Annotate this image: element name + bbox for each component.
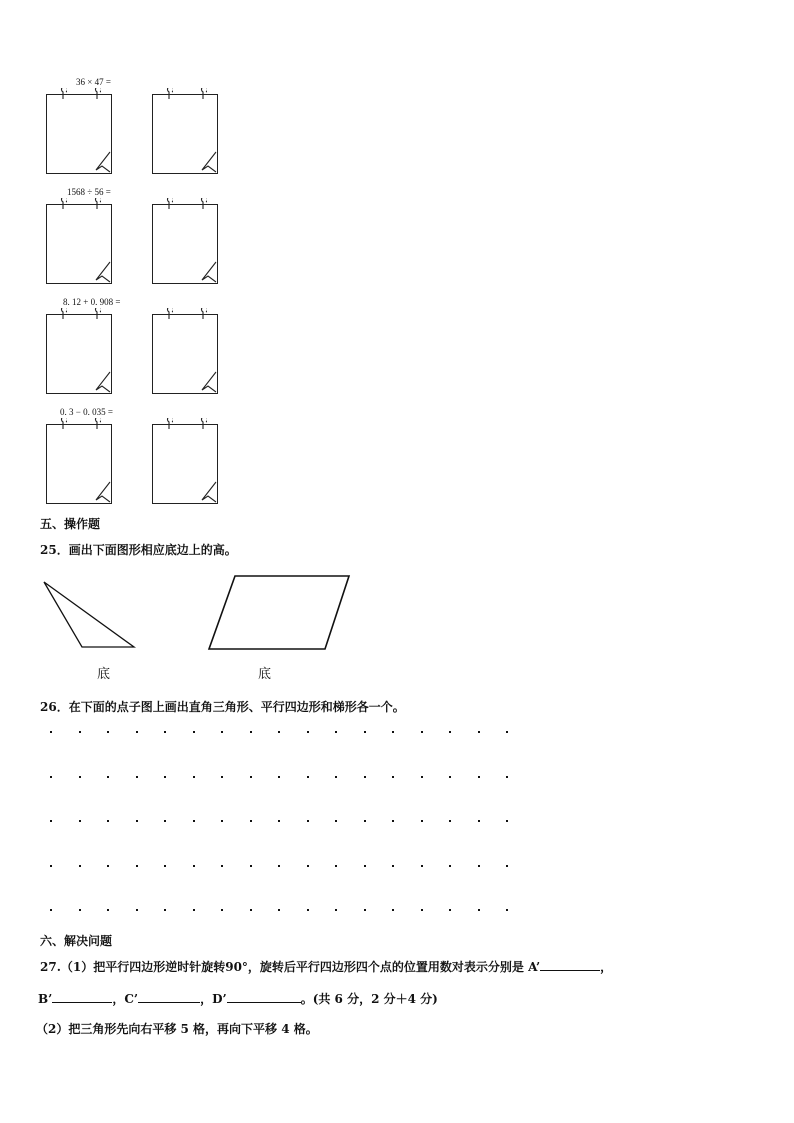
spiral-ring-icon bbox=[93, 308, 101, 320]
grid-dot[interactable] bbox=[193, 776, 195, 778]
calc-pad-left bbox=[46, 424, 112, 504]
grid-dot[interactable] bbox=[221, 909, 223, 911]
grid-dot[interactable] bbox=[449, 909, 451, 911]
spiral-ring-icon bbox=[93, 418, 101, 430]
grid-dot[interactable] bbox=[50, 776, 52, 778]
grid-dot[interactable] bbox=[335, 776, 337, 778]
question-25-text: 25．画出下面图形相应底边上的高。 bbox=[40, 543, 237, 557]
calc-expression: 0. 3 − 0. 035 = bbox=[60, 407, 113, 417]
grid-dot[interactable] bbox=[421, 820, 423, 822]
grid-dot[interactable] bbox=[107, 776, 109, 778]
page-curl-icon bbox=[199, 151, 217, 173]
grid-dot[interactable] bbox=[79, 820, 81, 822]
question-27-text: 27.（1）把平行四边形逆时针旋转90°，旋转后平行四边形四个点的位置用数对表示分别是 A’ bbox=[40, 960, 541, 974]
grid-dot[interactable] bbox=[478, 776, 480, 778]
grid-dot[interactable] bbox=[221, 776, 223, 778]
answer-blank-d[interactable] bbox=[227, 991, 301, 1003]
grid-dot[interactable] bbox=[164, 731, 166, 733]
grid-dot[interactable] bbox=[164, 865, 166, 867]
grid-dot[interactable] bbox=[79, 909, 81, 911]
parallelogram-shape bbox=[209, 576, 349, 649]
grid-dot[interactable] bbox=[193, 820, 195, 822]
section-heading-6: 六、解决问题 bbox=[40, 934, 113, 948]
grid-dot[interactable] bbox=[79, 865, 81, 867]
section-heading-5: 五、操作题 bbox=[40, 517, 101, 531]
grid-dot[interactable] bbox=[364, 865, 366, 867]
spiral-ring-icon bbox=[165, 418, 173, 430]
label-b: B’ bbox=[38, 992, 53, 1006]
grid-dot[interactable] bbox=[506, 865, 508, 867]
grid-dot[interactable] bbox=[335, 865, 337, 867]
grid-dot[interactable] bbox=[250, 865, 252, 867]
grid-dot[interactable] bbox=[193, 909, 195, 911]
spiral-ring-icon bbox=[165, 198, 173, 210]
page-curl-icon bbox=[93, 481, 111, 503]
answer-blank-b[interactable] bbox=[52, 991, 112, 1003]
grid-dot[interactable] bbox=[250, 909, 252, 911]
grid-dot[interactable] bbox=[449, 776, 451, 778]
grid-dot[interactable] bbox=[221, 820, 223, 822]
page-curl-icon bbox=[93, 371, 111, 393]
grid-dot[interactable] bbox=[421, 776, 423, 778]
grid-dot[interactable] bbox=[107, 909, 109, 911]
calc-pad-left bbox=[46, 314, 112, 394]
page-curl-icon bbox=[199, 481, 217, 503]
grid-dot[interactable] bbox=[193, 865, 195, 867]
grid-dot[interactable] bbox=[392, 731, 394, 733]
answer-blank-a[interactable] bbox=[540, 959, 600, 971]
grid-dot[interactable] bbox=[449, 820, 451, 822]
spiral-ring-icon bbox=[59, 308, 67, 320]
spiral-ring-icon bbox=[59, 418, 67, 430]
label-c: C’ bbox=[124, 992, 139, 1006]
spiral-ring-icon bbox=[93, 198, 101, 210]
grid-dot[interactable] bbox=[107, 865, 109, 867]
parallelogram-base-label: 底 bbox=[258, 667, 272, 682]
grid-dot[interactable] bbox=[506, 776, 508, 778]
grid-dot[interactable] bbox=[421, 865, 423, 867]
page-curl-icon bbox=[199, 371, 217, 393]
grid-dot[interactable] bbox=[250, 820, 252, 822]
calc-pad-right bbox=[152, 204, 218, 284]
grid-dot[interactable] bbox=[335, 731, 337, 733]
spiral-ring-icon bbox=[165, 308, 173, 320]
grid-dot[interactable] bbox=[478, 731, 480, 733]
grid-dot[interactable] bbox=[278, 909, 280, 911]
grid-dot[interactable] bbox=[335, 909, 337, 911]
grid-dot[interactable] bbox=[136, 909, 138, 911]
score-note: 。(共 6 分，2 分＋4 分) bbox=[300, 992, 438, 1006]
grid-dot[interactable] bbox=[449, 731, 451, 733]
spiral-ring-icon bbox=[93, 88, 101, 100]
grid-dot[interactable] bbox=[307, 865, 309, 867]
grid-dot[interactable] bbox=[364, 909, 366, 911]
question-26-text: 26．在下面的点子图上画出直角三角形、平行四边形和梯形各一个。 bbox=[40, 700, 405, 714]
grid-dot[interactable] bbox=[136, 731, 138, 733]
spiral-ring-icon bbox=[199, 88, 207, 100]
grid-dot[interactable] bbox=[307, 731, 309, 733]
grid-dot[interactable] bbox=[506, 909, 508, 911]
page-curl-icon bbox=[199, 261, 217, 283]
page-curl-icon bbox=[93, 261, 111, 283]
calc-pad-left bbox=[46, 204, 112, 284]
grid-dot[interactable] bbox=[307, 909, 309, 911]
calc-pad-right bbox=[152, 314, 218, 394]
grid-dot[interactable] bbox=[107, 820, 109, 822]
grid-dot[interactable] bbox=[278, 776, 280, 778]
grid-dot[interactable] bbox=[221, 865, 223, 867]
grid-dot[interactable] bbox=[50, 865, 52, 867]
grid-dot[interactable] bbox=[107, 731, 109, 733]
calc-expression: 1568 ÷ 56 = bbox=[67, 187, 111, 197]
page-curl-icon bbox=[93, 151, 111, 173]
calc-expression: 8. 12 + 0. 908 = bbox=[63, 297, 121, 307]
calc-pad-right bbox=[152, 424, 218, 504]
grid-dot[interactable] bbox=[136, 776, 138, 778]
spiral-ring-icon bbox=[59, 88, 67, 100]
question-27-part2: （2）把三角形先向右平移 5 格，再向下平移 4 格。 bbox=[36, 1022, 318, 1036]
grid-dot[interactable] bbox=[478, 820, 480, 822]
grid-dot[interactable] bbox=[164, 776, 166, 778]
grid-dot[interactable] bbox=[50, 820, 52, 822]
grid-dot[interactable] bbox=[364, 731, 366, 733]
triangle-shape bbox=[44, 582, 134, 647]
grid-dot[interactable] bbox=[335, 820, 337, 822]
grid-dot[interactable] bbox=[278, 731, 280, 733]
grid-dot[interactable] bbox=[449, 865, 451, 867]
grid-dot[interactable] bbox=[79, 776, 81, 778]
grid-dot[interactable] bbox=[164, 909, 166, 911]
grid-dot[interactable] bbox=[392, 865, 394, 867]
grid-dot[interactable] bbox=[50, 731, 52, 733]
calc-expression: 36 × 47 = bbox=[76, 77, 111, 87]
grid-dot[interactable] bbox=[278, 865, 280, 867]
label-d: D’ bbox=[212, 992, 227, 1006]
grid-dot[interactable] bbox=[421, 909, 423, 911]
grid-dot[interactable] bbox=[250, 776, 252, 778]
grid-dot[interactable] bbox=[250, 731, 252, 733]
spiral-ring-icon bbox=[199, 418, 207, 430]
grid-dot[interactable] bbox=[392, 776, 394, 778]
grid-dot[interactable] bbox=[506, 731, 508, 733]
grid-dot[interactable] bbox=[421, 731, 423, 733]
calc-pad-right bbox=[152, 94, 218, 174]
grid-dot[interactable] bbox=[278, 820, 280, 822]
grid-dot[interactable] bbox=[193, 731, 195, 733]
question-27-part1: 27.（1）把平行四边形逆时针旋转90°，旋转后平行四边形四个点的位置用数对表示分别是 A’ ， bbox=[40, 960, 613, 974]
question-27-answers: B’ ，C’ ，D’ 。(共 6 分，2 分＋4 分) bbox=[38, 992, 438, 1006]
grid-dot[interactable] bbox=[164, 820, 166, 822]
grid-dot[interactable] bbox=[364, 820, 366, 822]
grid-dot[interactable] bbox=[50, 909, 52, 911]
grid-dot[interactable] bbox=[392, 909, 394, 911]
grid-dot[interactable] bbox=[136, 820, 138, 822]
spiral-ring-icon bbox=[59, 198, 67, 210]
grid-dot[interactable] bbox=[221, 731, 223, 733]
grid-dot[interactable] bbox=[307, 820, 309, 822]
calc-pad-left bbox=[46, 94, 112, 174]
grid-dot[interactable] bbox=[478, 909, 480, 911]
grid-dot[interactable] bbox=[506, 820, 508, 822]
grid-dot[interactable] bbox=[364, 776, 366, 778]
spiral-ring-icon bbox=[199, 198, 207, 210]
spiral-ring-icon bbox=[199, 308, 207, 320]
grid-dot[interactable] bbox=[392, 820, 394, 822]
grid-dot[interactable] bbox=[136, 865, 138, 867]
answer-blank-c[interactable] bbox=[138, 991, 200, 1003]
spiral-ring-icon bbox=[165, 88, 173, 100]
grid-dot[interactable] bbox=[478, 865, 480, 867]
triangle-base-label: 底 bbox=[97, 667, 111, 682]
grid-dot[interactable] bbox=[79, 731, 81, 733]
q25-figures bbox=[0, 570, 400, 660]
grid-dot[interactable] bbox=[307, 776, 309, 778]
